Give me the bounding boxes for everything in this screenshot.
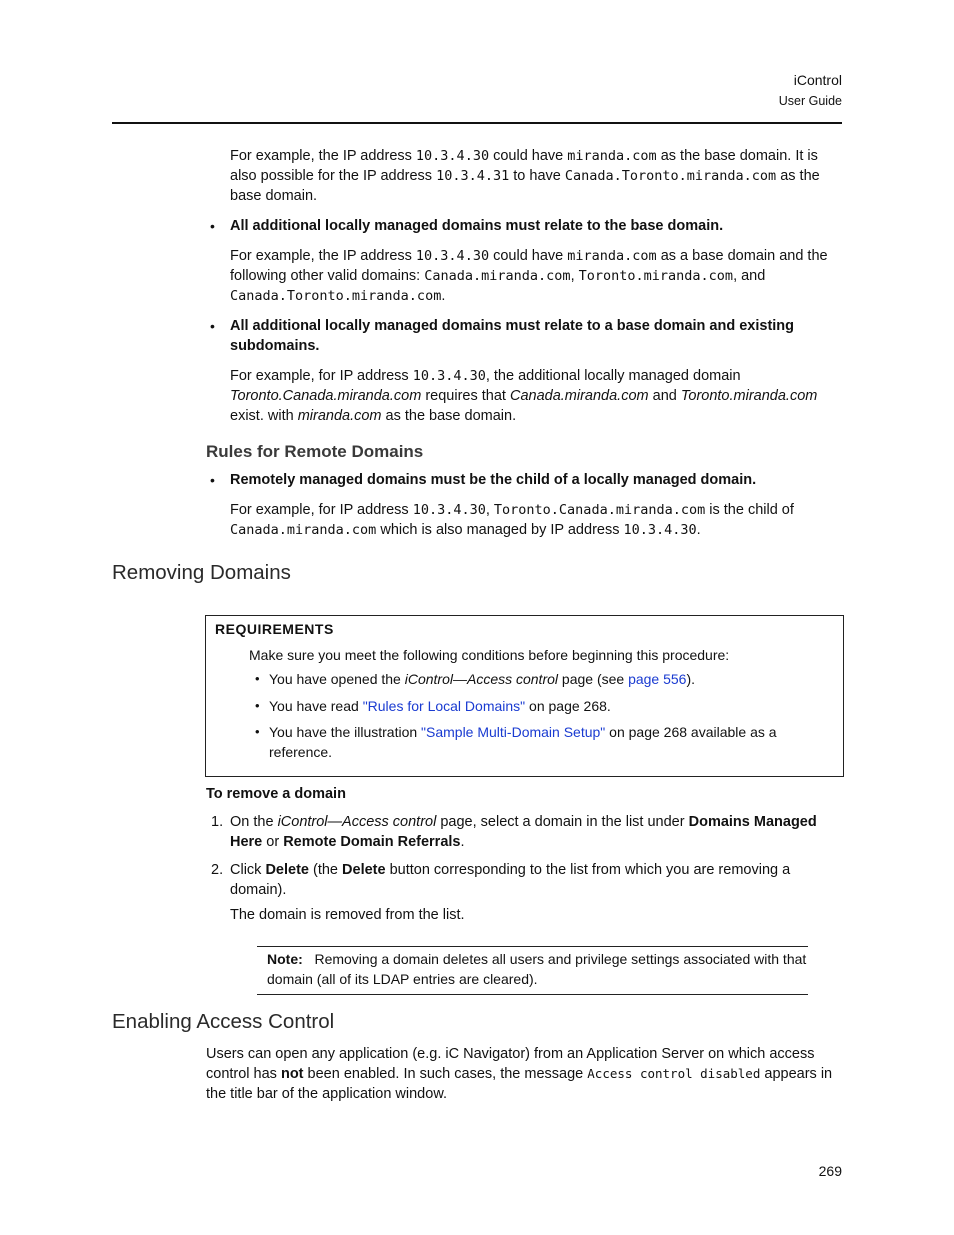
page-556-link[interactable]: page 556 — [628, 671, 687, 687]
bullet-icon: • — [255, 724, 260, 739]
requirement-item: You have read "Rules for Local Domains" on page 268. — [269, 698, 611, 714]
step-number: 1. — [211, 814, 224, 830]
local-rule-example-3: For example, for IP address 10.3.4.30, the additional locally managed domain Toronto.Canada.miranda.com requires that Canada.miranda.com and Toronto.miranda.com exist. with miranda.com as the base domain. — [230, 368, 818, 424]
note-top-rule — [257, 946, 808, 947]
local-rule-base-domain: All additional locally managed domains must relate to the base domain. — [230, 218, 724, 234]
header-product-name: iControl — [793, 72, 842, 88]
rules-local-domains-link[interactable]: "Rules for Local Domains" — [362, 698, 526, 714]
bullet-icon: • — [255, 671, 260, 686]
sample-setup-link[interactable]: "Sample Multi-Domain Setup" — [421, 724, 606, 740]
remote-rule-child: Remotely managed domains must be the child of a locally managed domain. — [230, 472, 757, 488]
requirements-intro: Make sure you meet the following conditions before beginning this procedure: — [249, 647, 730, 663]
requirement-item: You have opened the iControl—Access control page (see page 556). — [269, 671, 696, 687]
bullet-icon: • — [255, 698, 260, 713]
header-divider — [112, 122, 842, 124]
header-guide-title: User Guide — [778, 94, 842, 108]
remote-rules-heading: Rules for Remote Domains — [206, 442, 424, 461]
procedure-step-2: Click Delete (the Delete button corresponding to the list from which you are removing a domain). — [230, 862, 791, 898]
requirements-title: REQUIREMENTS — [215, 621, 334, 637]
procedure-step-1: On the iControl—Access control page, select a domain in the list under Domains Managed Here or Remote Domain Referrals. — [230, 814, 817, 850]
local-rule-example-2: For example, the IP address 10.3.4.30 could have miranda.com as a base domain and the following other valid domains: Canada.miranda.com, Toronto.miranda.com, and Canada.Toronto.miranda.com. — [230, 248, 828, 304]
local-rule-example-1: For example, the IP address 10.3.4.30 could have miranda.com as the base domain. It is also possible for the IP address 10.3.4.31 to have Canada.Toronto.miranda.com as the base domain. — [230, 148, 820, 204]
note-label: Note: — [267, 951, 303, 967]
enabling-access-control-heading: Enabling Access Control — [112, 1010, 335, 1033]
enabling-paragraph: Users can open any application (e.g. iC Navigator) from an Application Server on which access control has not been enabled. In such cases, the message Access control disabled appears in the title bar of the application window. — [206, 1046, 833, 1102]
note-bottom-rule — [257, 994, 808, 995]
bullet-icon: • — [210, 472, 215, 488]
requirement-item: You have the illustration "Sample Multi-Domain Setup" on page 268 available as a reference. — [269, 724, 777, 760]
remote-rule-example: For example, for IP address 10.3.4.30, Toronto.Canada.miranda.com is the child of Canada.miranda.com which is also managed by IP address 10.3.4.30. — [230, 502, 794, 538]
removing-domains-heading: Removing Domains — [112, 561, 291, 584]
step-number: 2. — [211, 862, 224, 878]
bullet-icon: • — [210, 218, 215, 234]
local-rule-subdomains: All additional locally managed domains must relate to a base domain and existing subdomains. — [230, 318, 795, 354]
bullet-icon: • — [210, 318, 215, 334]
procedure-title: To remove a domain — [206, 786, 346, 802]
note-block: Note: Removing a domain deletes all users and privilege settings associated with that domain (all of its LDAP entries are cleared). — [267, 951, 807, 987]
step-2-result: The domain is removed from the list. — [230, 907, 465, 923]
page-number: 269 — [818, 1163, 842, 1179]
